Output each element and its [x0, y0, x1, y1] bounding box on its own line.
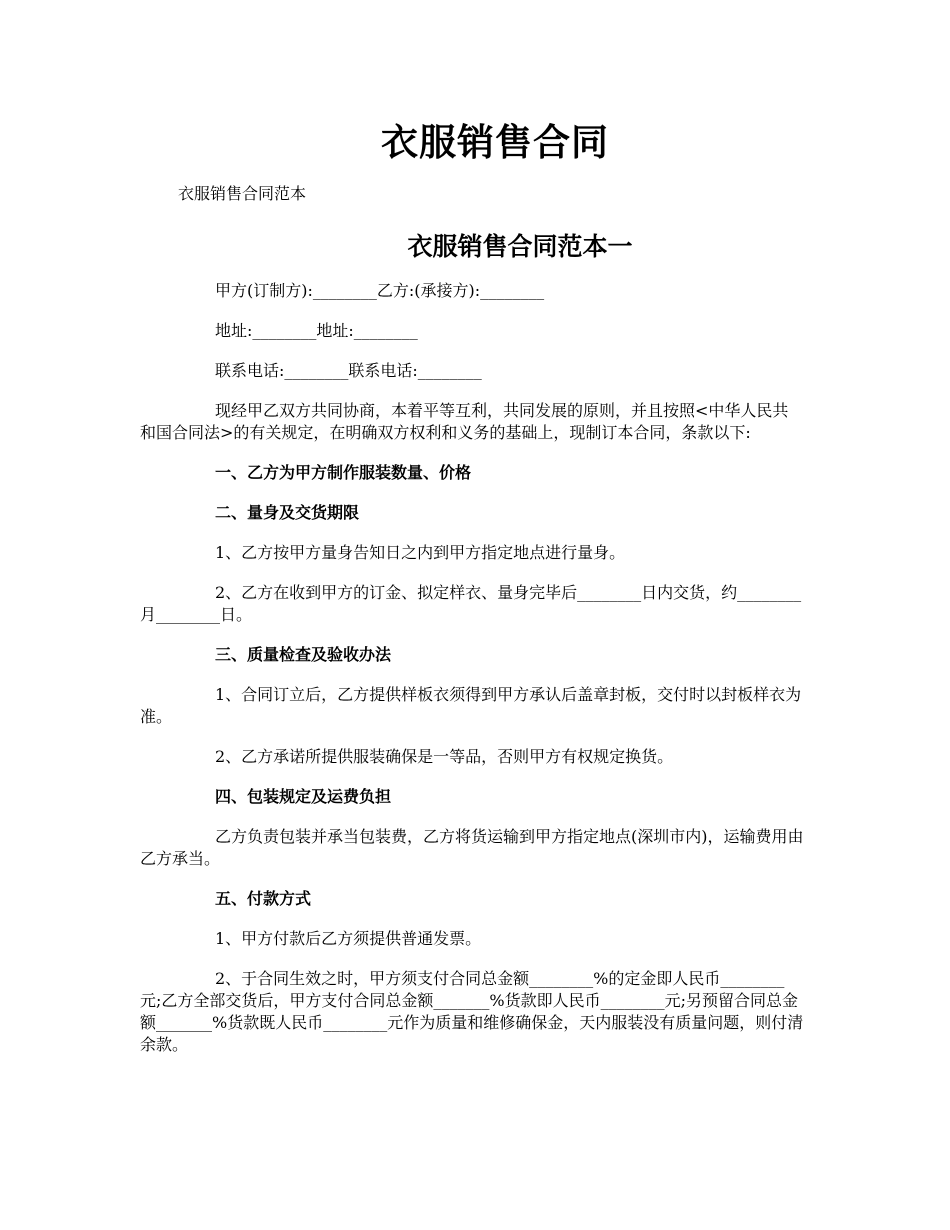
clause-paragraph: 2、乙方承诺所提供服装确保是一等品，否则甲方有权规定换货。	[215, 747, 674, 766]
phone-line: 联系电话:________联系电话:________	[215, 361, 482, 380]
clause-heading: 五、付款方式	[215, 889, 312, 908]
clause-paragraph: 乙方负责包装并承当包装费，乙方将货运输到甲方指定地点(深圳市内)，运输费用由乙方承当。	[140, 827, 804, 868]
clause-heading: 一、乙方为甲方制作服装数量、价格	[215, 463, 472, 482]
clause-paragraph: 1、合同订立后，乙方提供样板衣须得到甲方承认后盖章封板，交付时以封板样衣为准。	[140, 685, 802, 726]
document-body	[140, 280, 804, 1074]
intro-paragraph: 现经甲乙双方共同协商，本着平等互利，共同发展的原则，并且按照<中华人民共和国合同法>的有关规定，在明确双方权利和义务的基础上，现制订本合同，条款以下:	[140, 401, 789, 442]
party-line: 甲方(订制方):________乙方:(承接方):________	[215, 281, 545, 300]
clause-paragraph: 1、乙方按甲方量身告知日之内到甲方指定地点进行量身。	[215, 543, 626, 562]
clause-paragraph: 2、乙方在收到甲方的订金、拟定样衣、量身完毕后________日内交货，约________月________日。	[140, 583, 802, 624]
section-title: 衣服销售合同范本一	[407, 232, 633, 261]
clause-heading: 二、量身及交货期限	[215, 503, 360, 522]
clause-heading: 四、包装规定及运费负担	[215, 787, 392, 806]
clause-paragraph: 2、于合同生效之时，甲方须支付合同总金额________%的定金即人民币________元;乙方全部交货后，甲方支付合同总金额_______%货款即人民币________元;另预留合同总金额_______%货款既人民币________元作为质量和维修确保金，天内服装没有质量问题，则付清余款。	[140, 969, 804, 1054]
address-line: 地址:________地址:________	[215, 321, 418, 340]
clause-paragraph: 1、甲方付款后乙方须提供普通发票。	[215, 929, 482, 948]
document-title: 衣服销售合同	[381, 120, 609, 164]
document-subtitle: 衣服销售合同范本	[178, 184, 307, 203]
clause-heading: 三、质量检查及验收办法	[215, 645, 392, 664]
